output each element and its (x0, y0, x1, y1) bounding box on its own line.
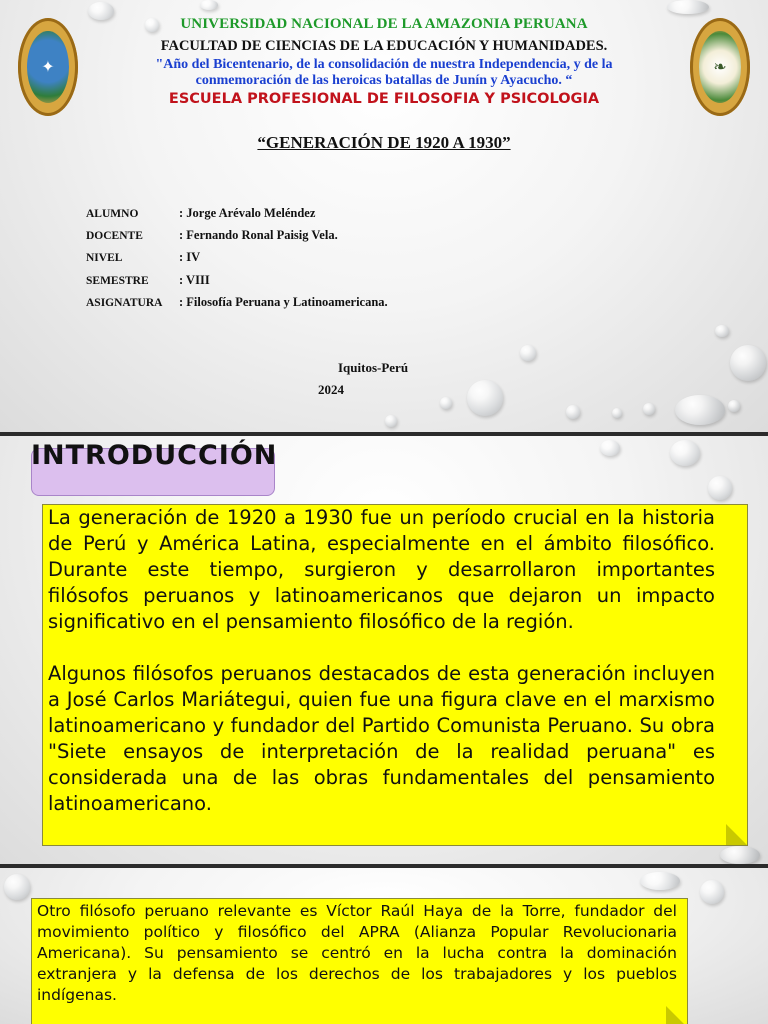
info-row-student (86, 206, 315, 221)
water-drop-icon (467, 380, 503, 416)
info-value: : VIII (179, 273, 210, 287)
water-drop-icon (670, 440, 700, 466)
info-label: SEMESTRE (86, 275, 149, 287)
place: Iquitos-Perú (338, 360, 409, 375)
water-drop-icon (566, 405, 580, 419)
year-motto-line-1: "Año del Bicentenario, de la consolidación de nuestra Independencia, y de la (155, 57, 613, 72)
water-drop-icon (730, 345, 766, 381)
university-seal-icon: ✦ (18, 18, 78, 116)
content-slide (0, 868, 768, 1024)
university-name: UNIVERSIDAD NACIONAL DE LA AMAZONIA PERUANA (180, 16, 588, 32)
info-value: : Filosofía Peruana y Latinoamericana. (179, 295, 388, 309)
water-drop-icon (4, 874, 30, 900)
water-drop-icon (715, 325, 729, 337)
intro-paragraph-2: Algunos filósofos peruanos destacados de esta generación incluyen a José Carlos Mariátegui, quien fue una figura clave en el marxismo latinoamericano y fundador del Partido Comunista Peruano. Su obra "Siete ensayos de interpretación de la realidad peruana" es considerada una de las obras fundamentales del pensamiento latinoamericano. (48, 662, 715, 815)
info-row-subject (86, 295, 388, 310)
intro-text-note (42, 504, 748, 846)
water-drop-icon (440, 397, 452, 409)
year-motto (110, 57, 658, 89)
info-row-semester (86, 273, 210, 288)
water-drop-icon (640, 872, 680, 890)
water-drop-icon (600, 440, 620, 456)
water-drop-icon (667, 0, 709, 14)
intro-heading: INTRODUCCIÓN (31, 440, 278, 471)
water-drop-icon (700, 880, 724, 904)
info-value: : IV (179, 250, 201, 264)
faculty-name: FACULTAD DE CIENCIAS DE LA EDUCACIÓN Y HUMANIDADES. (160, 38, 608, 54)
water-drop-icon (520, 345, 536, 361)
info-value: : Fernando Ronal Paisig Vela. (179, 228, 338, 242)
info-label: NIVEL (86, 252, 123, 264)
intro-paragraph-1: La generación de 1920 a 1930 fue un período crucial en la historia de Perú y América Latina, especialmente en el ámbito filosófico. Durante este tiempo, surgieron y desarrollaron importantes filósofos peruanos y latinoamericanos que dejaron un impacto significativo en el pensamiento filosófico de la región. (48, 506, 715, 633)
school-name: ESCUELA PROFESIONAL DE FILOSOFIA Y PSICOLOGIA (168, 91, 600, 107)
water-drop-icon (612, 408, 622, 418)
info-label: ASIGNATURA (86, 297, 163, 309)
water-drop-icon (200, 0, 218, 10)
cover-slide (0, 0, 768, 432)
water-drop-icon (385, 415, 397, 427)
info-row-teacher (86, 228, 338, 243)
info-label: DOCENTE (86, 230, 143, 242)
water-drop-icon (675, 395, 725, 425)
content-paragraph: Otro filósofo peruano relevante es Víctor Raúl Haya de la Torre, fundador del movimiento político y filosófico del APRA (Alianza Popular Revolucionaria Americana). Su pensamiento se centró en la lucha contra la dominación extranjera y la defensa de los derechos de los trabajadores y los pueblos indígenas. (37, 902, 677, 1004)
year: 2024 (318, 382, 344, 397)
info-value: : Jorge Arévalo Meléndez (179, 206, 316, 220)
info-label: ALUMNO (86, 208, 139, 220)
page-title: “GENERACIÓN DE 1920 A 1930” (257, 133, 511, 152)
content-text-note (31, 898, 688, 1024)
introduction-slide (0, 436, 768, 864)
water-drop-icon (708, 476, 732, 500)
info-row-level (86, 250, 200, 265)
water-drop-icon (728, 400, 740, 412)
school-seal-icon: ❧ (690, 18, 750, 116)
year-motto-line-2: conmemoración de las heroicas batallas de Junín y Ayacucho. “ (195, 73, 573, 88)
water-drop-icon (643, 403, 655, 415)
water-drop-icon (720, 846, 760, 864)
